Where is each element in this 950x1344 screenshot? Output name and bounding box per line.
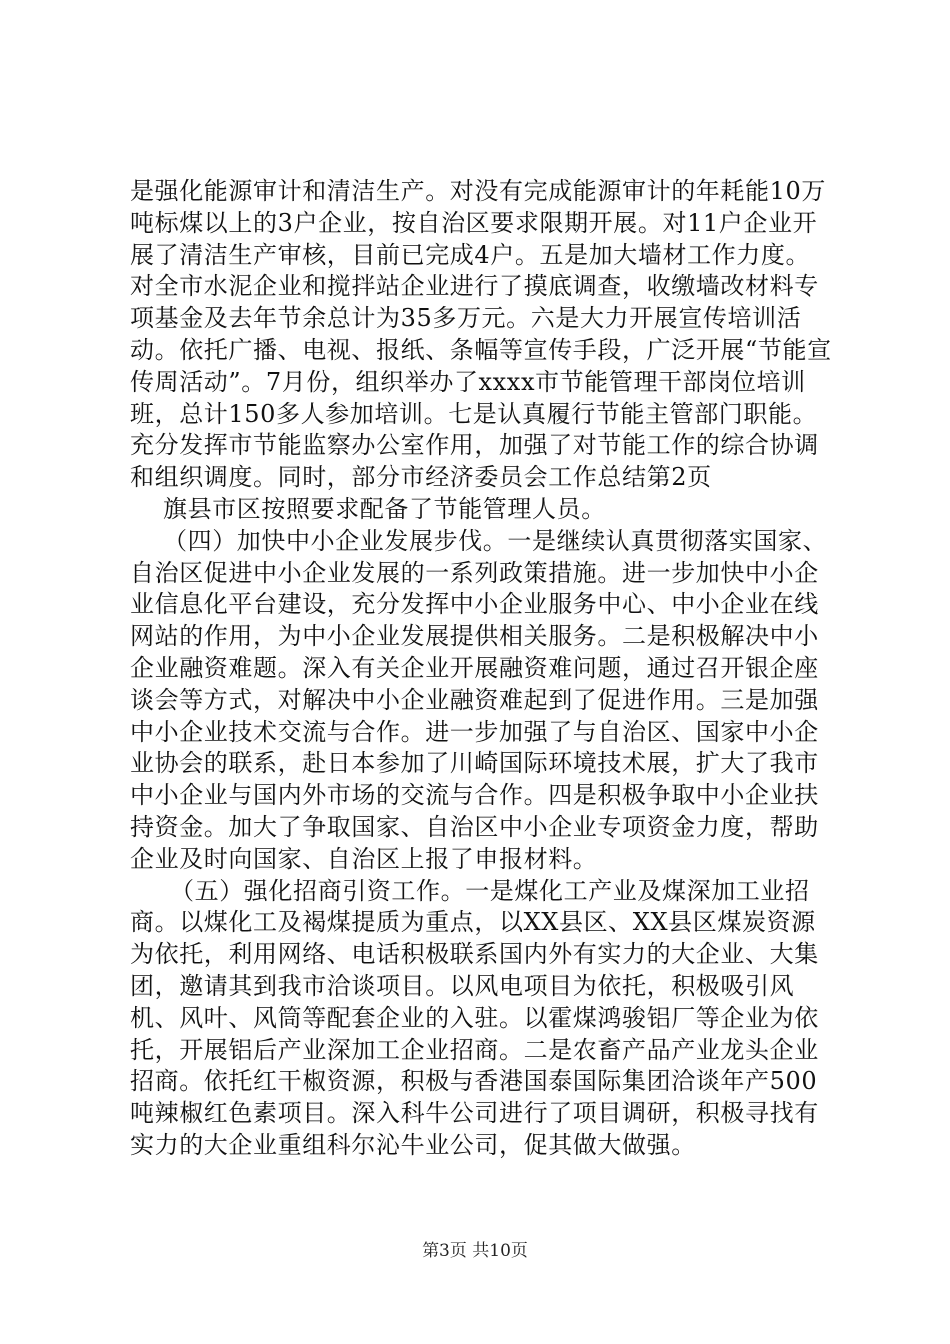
paragraph-staffing: 旗县市区按照要求配备了节能管理人员。 [163,494,606,523]
page-footer: 第3页 共10页 [422,1241,528,1261]
document-body [130,176,832,1162]
paragraph-sme-development: （四）加快中小企业发展步伐。一是继续认真贯彻落实国家、自治区促进中小企业发展的一系列政策措施。进一步加快中小企业信息化平台建设，充分发挥中小企业服务中心、中小企业在线网站的作用，为中小企业发展提供相关服务。二是积极解决中小企业融资难题。深入有关企业开展融资难问题，通过召开银企座谈会等方式，对解决中小企业融资难起到了促进作用。三是加强中小企业技术交流与合作。进一步加强了与自治区、国家中小企业协会的联系，赴日本参加了川崎国际环境技术展，扩大了我市中小企业与国内外市场的交流与合作。四是积极争取中小企业扶持资金。加大了争取国家、自治区中小企业专项资金力度，帮助企业及时向国家、自治区上报了申报材料。 [130,526,828,873]
paragraph-investment-attraction: （五）强化招商引资工作。一是煤化工产业及煤深加工业招商。以煤化工及褐煤提质为重点，以XX县区、XX县区煤炭资源为依托，利用网络、电话积极联系国内外有实力的大企业、大集团，邀请其到我市洽谈项目。以风电项目为依托，积极吸引风机、风叶、风筒等配套企业的入驻。以霍煤鸿骏铝厂等企业为依托，开展铝后产业深加工企业招商。二是农畜产品产业龙头企业招商。依托红干椒资源，积极与香港国泰国际集团洽谈年产500吨辣椒红色素项目。深入科牛公司进行了项目调研，积极寻找有实力的大企业重组科尔沁牛业公司，促其做大做强。 [130,876,819,1159]
paragraph-energy-audit: 是强化能源审计和清洁生产。对没有完成能源审计的年耗能10万吨标煤以上的3户企业，按自治区要求限期开展。对11户企业开展了清洁生产审核，目前已完成4户。五是加大墙材工作力度。对全市水泥企业和搅拌站企业进行了摸底调查，收缴墙改材料专项基金及去年节余总计为35多万元。六是大力开展宣传培训活动。依托广播、电视、报纸、条幅等宣传手段，广泛开展“节能宣传周活动”。7月份，组织举办了xxxx市节能管理干部岗位培训班，总计150多人参加培训。七是认真履行节能主管部门职能。充分发挥市节能监察办公室作用，加强了对节能工作的综合协调和组织调度。同时，部分市经济委员会工作总结第2页 [130,177,832,492]
